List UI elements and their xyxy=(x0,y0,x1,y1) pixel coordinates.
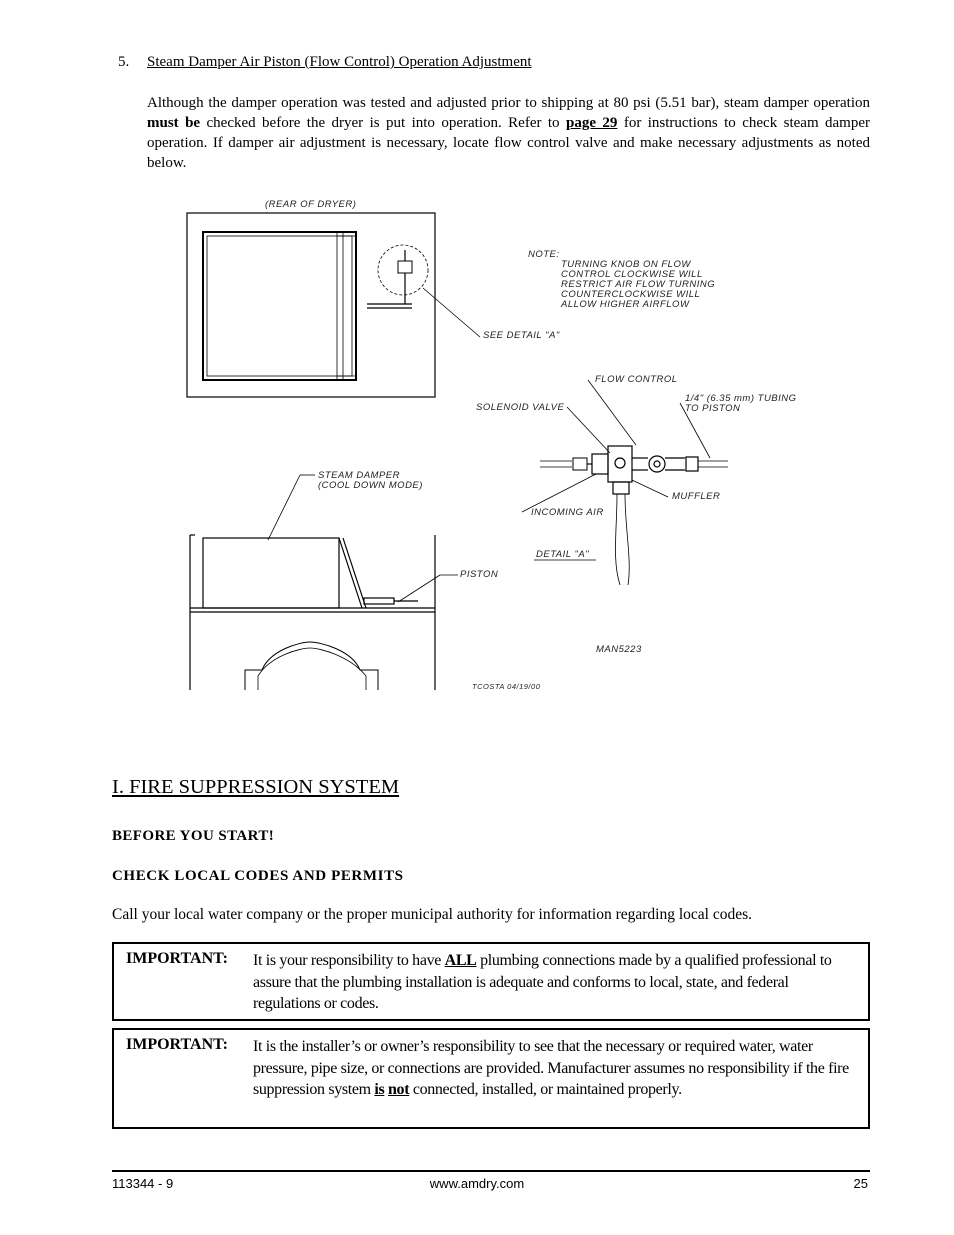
detail-a-circle xyxy=(378,245,428,295)
must-be-emphasis: must be xyxy=(147,115,201,131)
note-line-2: CONTROL CLOCKWISE WILL xyxy=(561,269,703,280)
before-you-start-heading: BEFORE YOU START! xyxy=(112,828,275,844)
footer-page-number: 25 xyxy=(853,1176,868,1191)
note-title: NOTE: xyxy=(528,249,560,260)
note-line-4: COUNTERCLOCKWISE WILL xyxy=(561,289,701,300)
important-notice-1 xyxy=(112,942,870,1021)
important-text xyxy=(253,1036,857,1101)
note-line-1: TURNING KNOB ON FLOW xyxy=(561,259,691,270)
all-emphasis: ALL xyxy=(444,952,477,969)
note-line-3: RESTRICT AIR FLOW TURNING xyxy=(561,279,716,290)
step-text-2: checked before the dryer is put into operation. Refer to xyxy=(200,115,566,131)
footer-divider xyxy=(112,1170,870,1172)
footer-website: www.amdry.com xyxy=(429,1176,525,1191)
dryer-rear-panel xyxy=(203,232,356,380)
solenoid-valve-shape xyxy=(592,454,608,474)
tubing-label-2: TO PISTON xyxy=(685,403,741,414)
important-label: IMPORTANT: xyxy=(126,950,228,967)
important-notice-2 xyxy=(112,1028,870,1129)
page-29-link[interactable]: page 29 xyxy=(565,115,618,131)
incoming-air-label: INCOMING AIR xyxy=(531,507,604,518)
flow-control-knob xyxy=(649,456,665,472)
notice-text-part: It is your responsibility to have xyxy=(253,952,445,969)
flow-control-label: FLOW CONTROL xyxy=(595,374,678,385)
footer-doc-number: 113344 - 9 xyxy=(112,1176,174,1191)
not-emphasis: not xyxy=(388,1081,410,1098)
detail-a-label: DETAIL "A" xyxy=(536,549,590,560)
check-codes-heading: CHECK LOCAL CODES AND PERMITS xyxy=(112,868,404,884)
step-title: Steam Damper Air Piston (Flow Control) Operation Adjustment xyxy=(147,54,532,70)
notice-text-part: It is the installer’s or owner’s responsibility to see that the necessary or required water, water pressure, pipe size, or connections are provided. Manufacturer assumes no responsibility if the fire suppression system xyxy=(253,1038,849,1098)
steam-damper-label-2: (COOL DOWN MODE) xyxy=(318,480,423,491)
call-water-company-text: Call your local water company or the proper municipal authority for information regarding local codes. xyxy=(112,906,753,923)
see-detail-label: SEE DETAIL "A" xyxy=(483,330,560,341)
step-text-1: Although the damper operation was tested and adjusted prior to shipping at 80 psi (5.51 bar), steam damper operation xyxy=(147,95,870,111)
drawn-by-label: TCOSTA 04/19/00 xyxy=(472,682,541,691)
important-label: IMPORTANT: xyxy=(126,1036,228,1053)
step-number: 5. xyxy=(118,54,130,70)
muffler-label: MUFFLER xyxy=(672,491,721,502)
steam-damper-label-1: STEAM DAMPER xyxy=(318,470,401,481)
drawing-number: MAN5223 xyxy=(596,644,642,655)
piston-label: PISTON xyxy=(460,569,499,580)
section-title: I. FIRE SUPPRESSION SYSTEM xyxy=(112,776,400,798)
valve-body-shape xyxy=(608,446,632,482)
notice-text-part: connected, installed, or maintained properly. xyxy=(409,1081,682,1098)
piston-shape xyxy=(364,598,394,604)
steam-damper-shape xyxy=(203,538,339,608)
tubing-label-1: 1/4" (6.35 mm) TUBING xyxy=(685,393,797,404)
rear-of-dryer-label: (REAR OF DRYER) xyxy=(265,199,357,210)
step-text-3: for instructions to check steam damper operation. If damper air adjustment is necessary, locate flow control valve and make necessary adjustments as noted below. xyxy=(147,115,871,171)
solenoid-valve-label: SOLENOID VALVE xyxy=(476,402,565,413)
is-emphasis: is xyxy=(374,1081,385,1098)
notice-text-part: plumbing connections made by a qualified professional to assure that the plumbing installation is adequate and conforms to local, state, and federal regulations or codes. xyxy=(253,952,832,1012)
important-text xyxy=(253,950,857,1015)
note-line-5: ALLOW HIGHER AIRFLOW xyxy=(561,299,690,310)
dryer-rear-outline xyxy=(187,213,435,397)
